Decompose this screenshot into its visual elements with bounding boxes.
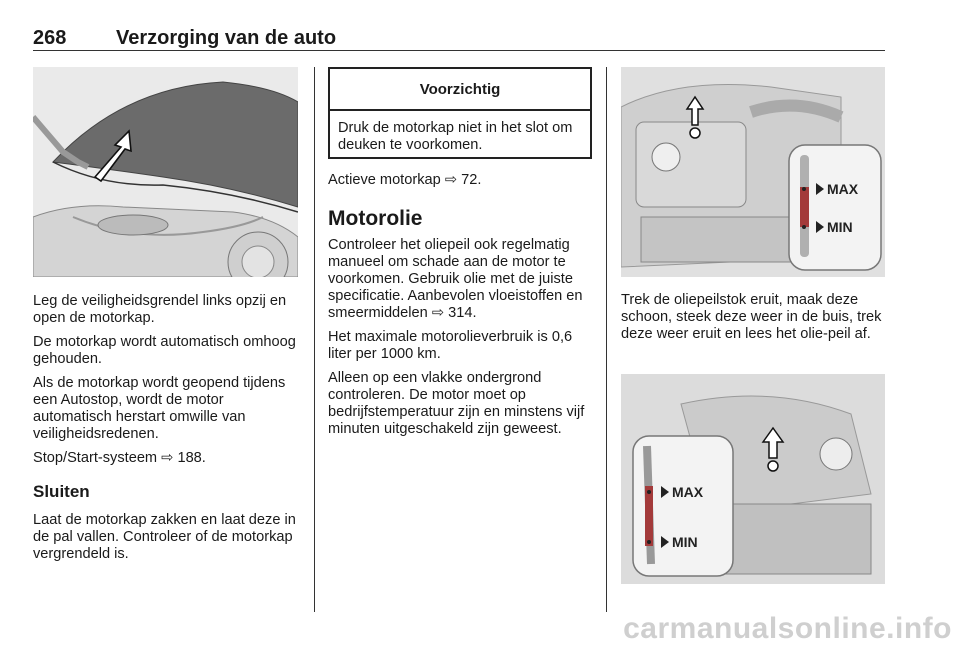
paragraph: Het maximale motorolieverbruik is 0,6 liter per 1000 km. <box>328 329 573 362</box>
reference-arrow-icon: ⇨ <box>161 450 174 466</box>
caution-title: Voorzichtig <box>330 69 590 111</box>
paragraph <box>328 237 596 322</box>
dipstick-instruction: Trek de oliepeilstok eruit, maak deze schoon, steek deze weer in de buis, trek deze weer eruit en lees het olie-peil af. <box>621 292 882 342</box>
column-divider-right <box>606 67 607 612</box>
reference-arrow-icon: ⇨ <box>444 172 458 188</box>
page-number: 268 <box>33 27 67 49</box>
oil-check-text: Controleer het oliepeil ook regelmatig manueel om schade aan de motor te voorkomen. Gebruik olie met de juiste specificatie. Aanbevolen vloeistoffen en smeermiddelen <box>328 237 583 321</box>
dipstick-min-label: MIN <box>827 219 853 235</box>
paragraph: Leg de veiligheidsgrendel links opzij en open de motorkap. <box>33 293 287 326</box>
section-heading-motorolie: Motorolie <box>328 207 423 230</box>
hood-open-illustration <box>33 67 298 277</box>
dipstick-max-label: MAX <box>827 181 859 197</box>
dipstick-max-label: MAX <box>672 484 704 500</box>
page-title: Verzorging van de auto <box>116 27 337 49</box>
reference-label: Actieve motorkap <box>328 172 441 188</box>
engine-fill-illustration <box>621 374 885 584</box>
page-reference[interactable]: 314. <box>448 305 477 321</box>
caution-text: Druk de motorkap niet in het slot om deuken te voorkomen. <box>338 120 573 153</box>
page-reference: 72. <box>461 172 482 188</box>
paragraph: De motorkap wordt automatisch omhoog gehouden. <box>33 334 296 367</box>
section-heading-sluiten: Sluiten <box>33 482 90 501</box>
cross-reference[interactable] <box>328 172 596 189</box>
column-2-text <box>328 237 596 445</box>
reference-label: Stop/Start-systeem <box>33 450 158 466</box>
header-rule <box>33 50 885 51</box>
watermark: carmanualsonline.info <box>623 612 952 645</box>
reference-arrow-icon: ⇨ <box>431 305 445 321</box>
cross-reference[interactable] <box>33 450 301 467</box>
page-reference: 188. <box>177 450 206 466</box>
engine-dipstick-illustration <box>621 67 885 277</box>
paragraph: Als de motorkap wordt geopend tijdens een Autostop, wordt de motor automatisch herstart omwille van veiligheidsredenen. <box>33 375 286 442</box>
dipstick-min-label: MIN <box>672 534 698 550</box>
column-1-text <box>33 293 301 474</box>
caution-box <box>328 67 592 159</box>
column-divider-left <box>314 67 315 612</box>
closing-paragraph: Laat de motorkap zakken en laat deze in de pal vallen. Controleer of de motorkap vergrendeld is. <box>33 512 296 562</box>
paragraph: Alleen op een vlakke ondergrond controleren. De motor moet op bedrijfstemperatuur zijn en minstens vijf minuten uitgeschakeld zijn geweest. <box>328 370 585 437</box>
